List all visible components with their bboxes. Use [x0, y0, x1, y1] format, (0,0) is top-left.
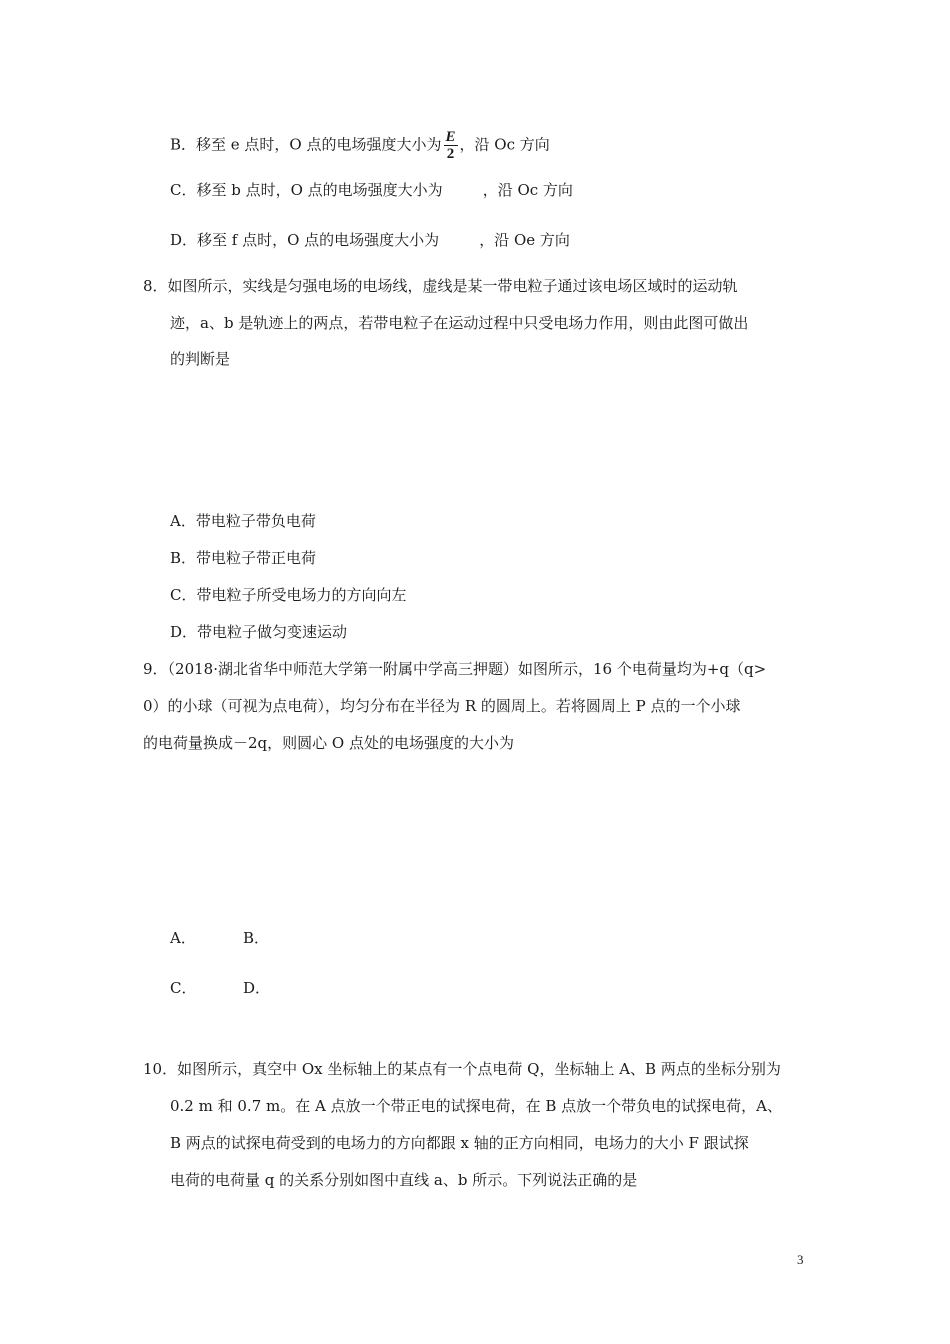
q9-option-d: D． — [243, 979, 271, 997]
q7-option-c-text: C．移至 b 点时，O 点的电场强度大小为 — [170, 181, 443, 199]
q7-option-d — [170, 230, 570, 250]
q10-stem-line-1: 10．如图所示，真空中 Ox 坐标轴上的某点有一个点电荷 Q，坐标轴上 A、B 两点的坐标分别为 — [143, 1060, 781, 1078]
q7-option-b — [170, 130, 550, 161]
q8-stem-line-2: 迹，a、b 是轨迹上的两点，若带电粒子在运动过程中只受电场力作用，则由此图可做出 — [170, 314, 749, 332]
q10-stem-line-2: 0.2 m 和 0.7 m。在 A 点放一个带正电的试探电荷，在 B 点放一个带负电的试探电荷，A、 — [170, 1097, 782, 1115]
q9-option-a: A． — [170, 929, 196, 947]
fraction-numerator: E — [445, 129, 456, 145]
q9-option-c: C． — [170, 979, 197, 997]
q8-option-b: B．带电粒子带正电荷 — [170, 549, 317, 567]
q9-stem-line-3: 的电荷量换成－2q，则圆心 O 点处的电场强度的大小为 — [143, 734, 514, 752]
q10-stem-line-4: 电荷的电荷量 q 的关系分别如图中直线 a、b 所示。下列说法正确的是 — [170, 1171, 638, 1189]
q9-stem-line-2: 0）的小球（可视为点电荷），均匀分布在半径为 R 的圆周上。若将圆周上 P 点的一个小球 — [143, 697, 741, 715]
q8-stem-line-1: 8．如图所示，实线是匀强电场的电场线，虚线是某一带电粒子通过该电场区域时的运动轨 — [143, 277, 738, 295]
e-over-2-fraction — [444, 130, 458, 161]
q9-option-b: B． — [243, 929, 270, 947]
q7-option-d-text: D．移至 f 点时，O 点的电场强度大小为 — [170, 231, 440, 249]
page-number: 3 — [797, 1252, 804, 1267]
q10-stem-line-3: B 两点的试探电荷受到的电场力的方向都跟 x 轴的正方向相同，电场力的大小 F 跟试探 — [170, 1134, 749, 1152]
q8-option-c: C．带电粒子所受电场力的方向向左 — [170, 586, 407, 604]
q7-option-b-text: B．移至 e 点时，O 点的电场强度大小为 — [170, 135, 442, 154]
q7-option-b-direction: ，沿 Oc 方向 — [459, 135, 550, 154]
q7-option-c — [170, 180, 573, 200]
q8-option-a: A．带电粒子带负电荷 — [170, 512, 316, 530]
q9-stem-line-1: 9．（2018·湖北省华中师范大学第一附属中学高三押题）如图所示，16 个电荷量均为+q（q> — [143, 660, 767, 678]
q8-stem-line-3: 的判断是 — [170, 350, 231, 368]
q7-option-c-direction: ，沿 Oc 方向 — [482, 181, 573, 199]
q8-option-d: D．带电粒子做匀变速运动 — [170, 623, 348, 641]
q7-option-d-direction: ，沿 Oe 方向 — [479, 231, 570, 249]
fraction-denominator: 2 — [446, 146, 455, 162]
